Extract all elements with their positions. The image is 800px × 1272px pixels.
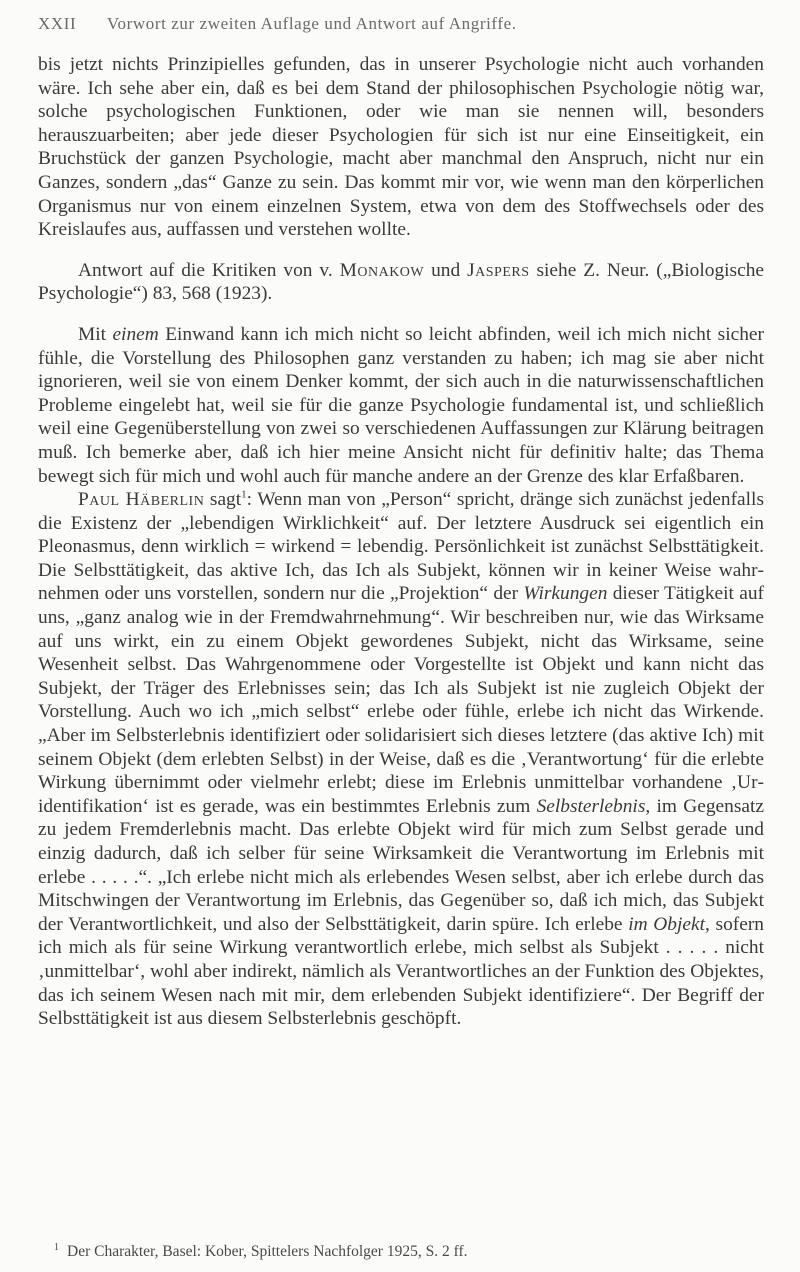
paragraph-3 — [38, 323, 764, 488]
p2-text-b: und — [431, 259, 461, 281]
paragraph-4 — [38, 488, 764, 1031]
paragraph-1: bis jetzt nichts Prinzipielles gefunden, das in unserer Psychologie nicht auch vorhanden wäre. Ich sehe aber ein, daß es bei dem Stand der philosophischen Psychologie nötig war, solche psychologischen Funktionen, oder wie man sie nennen will, besonders herauszuarbeiten; aber jede dieser Psychologien für sich ist nur eine Einseitigkeit, ein Bruchstück der ganzen Psychologie, macht aber manchmal den Anspruch, nicht nur ein Ganzes, sondern „das“ Ganze zu sein. Das kommt mir vor, wie wenn man den körperlichen Organismus nur von einem einzelnen System, etwa von dem des Stoffwechsels oder des Kreislaufes aus, auffassen und verstehen wollte. — [38, 54, 764, 241]
author-jaspers: Jaspers — [467, 259, 530, 281]
footnote-ref: 1 — [241, 488, 247, 501]
footnote-mark: 1 — [54, 1241, 59, 1253]
body-text — [38, 53, 764, 1031]
emphasis-im-objekt: im Objekt — [628, 913, 705, 935]
p2-text-c: siehe Z. Neur. („Biologische Psychologie“) 83, 568 (1923). — [38, 259, 764, 305]
footnote-text: Der Charakter, Basel: Kober, Spittelers Nachfolger 1925, S. 2 ff. — [67, 1243, 468, 1260]
author-monakow: Monakow — [339, 259, 425, 281]
page-number: XXII — [38, 14, 77, 33]
p3-text-a: Mit — [78, 323, 107, 345]
p4-text-a: sagt — [209, 489, 242, 511]
paragraph-2 — [38, 259, 764, 306]
p2-text-a: Antwort auf die Kritiken von v. — [78, 259, 333, 281]
p3-text-b: Einwand kann ich mich nicht so leicht abfinden, weil ich mich nicht sicher fühle, die Vorstellung des Philosophen ganz verstanden zu haben; ich mag sie aber nicht ignorieren, weil sie von einem Denker kommt, der sich auch in die naturwissenschaftlichen Probleme eingelebt hat, weil sie für die ganze Psychologie fundamental ist, und schließlich weil eine Gegenüberstellung von zwei so verschiedenen Auffassungen zur Klärung beitragen muß. Ich bemerke aber, daß ich hier meine Ansicht nicht für definitiv halte; das Thema bewegt sich für mich und wohl auch für manche andere an der Grenze des klar Erfaßbaren. — [38, 323, 764, 487]
p4-text-b: : Wenn man von „Person“ spricht, dränge sich zunächst jedenfalls die Existenz der „lebendigen Wirklichkeit“ auf. Der letztere Ausdruck sei eigentlich ein Pleonasmus, denn wirklich = wirkend = lebendig. Persönlichkeit ist zunächst Selbsttätigkeit. Die Selbsttätigkeit, das aktive Ich, das Ich als Subjekt, können wir in keiner Weise wahrnehmen oder uns vorstellen, sondern nur die „Projektion“ der — [38, 489, 764, 605]
author-haeberlin: Paul Häberlin — [78, 489, 205, 511]
p4-text-d: , im Gegensatz zu jedem Fremderlebnis macht. Das erlebte Objekt wird für mich zum Selbst gerade und einzig dadurch, daß ich selber für seine Wirksamkeit die Verantwortung im Erlebnis mit erlebe . . . . .“. „Ich erlebe nicht mich als erlebendes Wesen selbst, aber ich erlebe durch das Mitschwingen der Verantwortung im Erlebnis, das Gegenüber so, daß ich mich, das Subjekt der Verantwortlichkeit, und also der Selbsttätigkeit, darin spüre. Ich erlebe — [38, 795, 764, 935]
emphasis-einem: einem — [112, 323, 159, 345]
footnote — [38, 1243, 764, 1261]
p4-text-e: , sofern ich mich als für seine Wirkung verantwortlich erlebe, mich selbst als Subjekt . . . . . nicht ‚unmittelbar‘, wohl aber indirekt, nämlich als Verantwortliches an der Funktion des Objektes, das ich seinem Wesen nach mit mir, dem erlebenden Subjekt identifiziere“. Der Begriff der Selbsttätigkeit ist aus diesem Selbsterlebnis geschöpft. — [38, 913, 764, 1030]
running-title: Vorwort zur zweiten Auflage und Antwort auf Angriffe. — [106, 14, 517, 33]
emphasis-wirkungen: Wirkungen — [523, 583, 608, 605]
running-header — [38, 14, 764, 34]
p4-text-c: dieser Tätigkeit auf uns, „ganz analog wie in der Fremdwahrnehmung“. Wir beschreiben nur, wie das Wirksame auf uns wirkt, ein zu einem Objekt gewordenes Subjekt, nicht das Wirksame, seine Wesenheit selbst. Das Wahrgenommene oder Vorgestellte ist Objekt und kann nicht das Subjekt, der Träger des Erlebnisses sein; das Ich als Subjekt ist nie zugleich Objekt der Vorstellung. Auch wo ich „mich selbst“ erlebe oder fühle, erlebe ich nicht das Wirkende. „Aber im Selbsterlebnis identifiziert oder solidarisiert sich dieses letztere (das aktive Ich) mit seinem Objekt (dem erlebten Selbst) in der Weise, daß es die ‚Verantwortung‘ für die erlebte Wirkung übernimmt oder vielmehr erlebt; diese im Erlebnis unmittelbar vorhandene ‚Uridentifikation‘ ist es gerade, was ein bestimmtes Erlebnis zum — [38, 583, 764, 817]
emphasis-selbsterlebnis: Selbsterlebnis — [536, 795, 646, 817]
